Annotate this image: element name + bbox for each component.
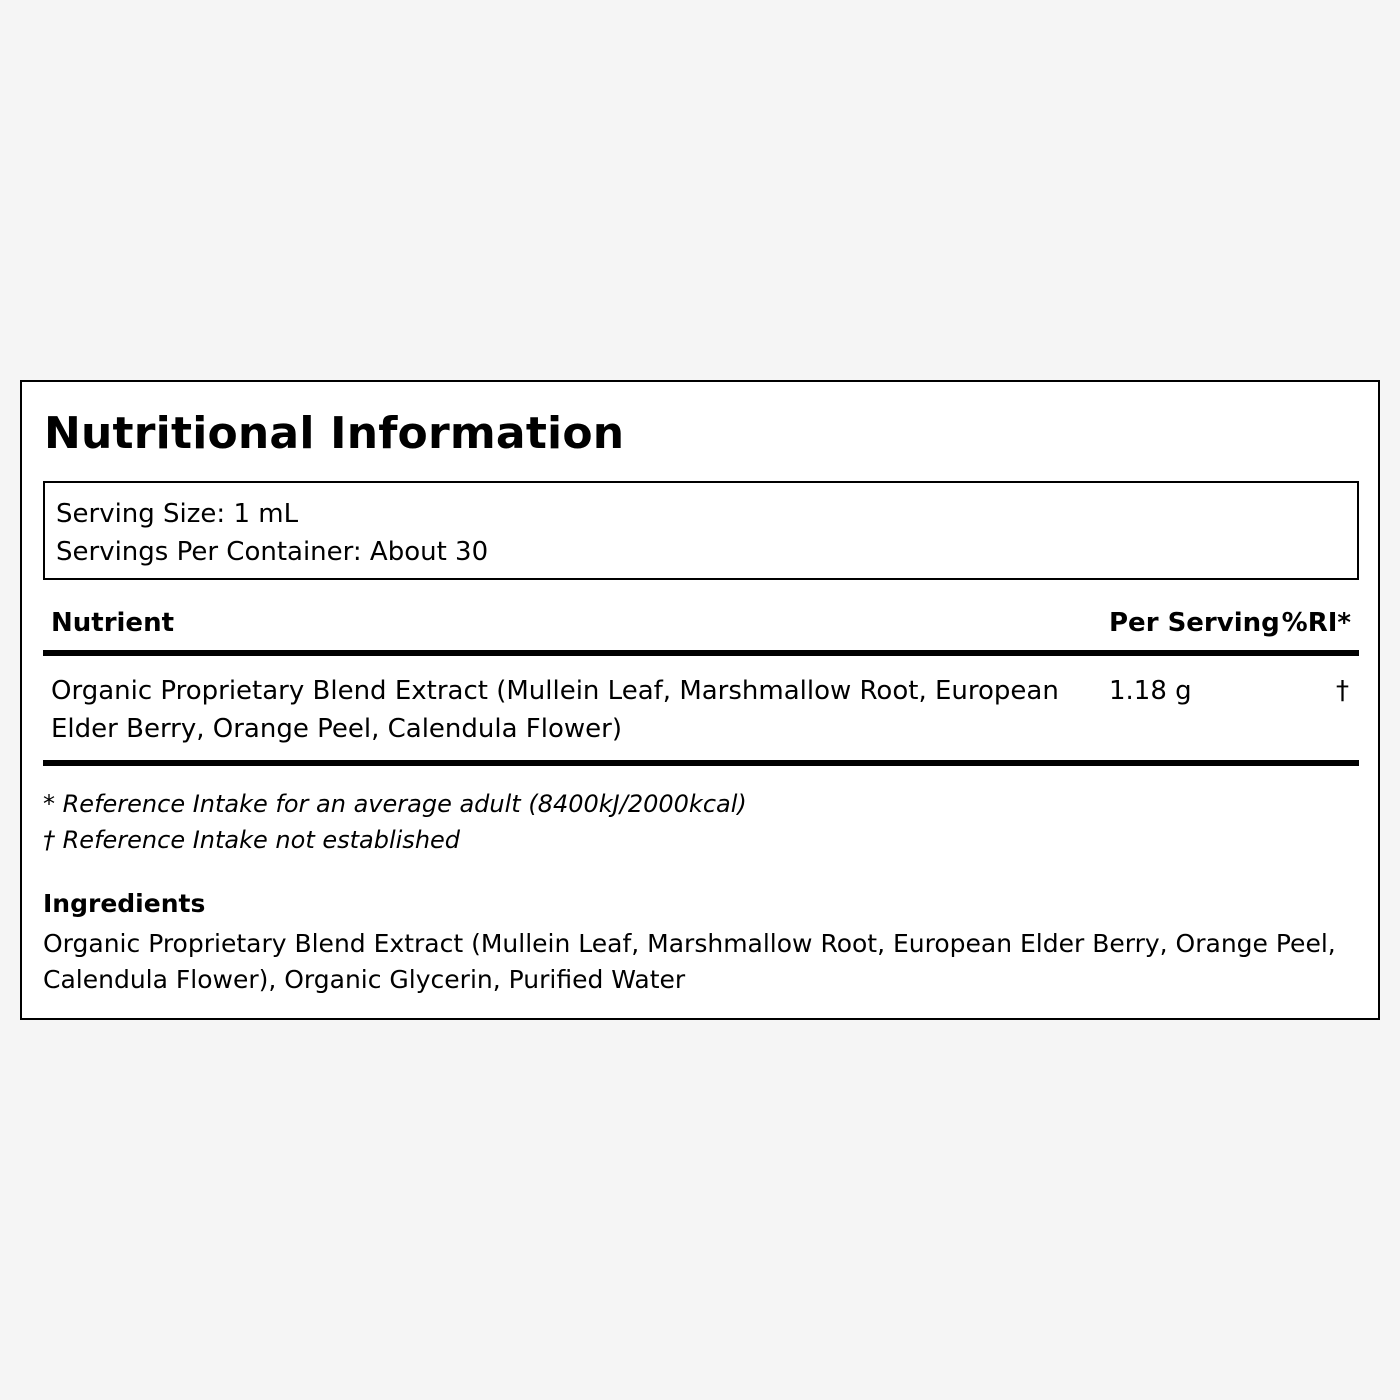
nutrient-table-header: [43, 602, 1359, 656]
ingredients-section: [43, 882, 1343, 998]
nutrition-label-panel: [20, 380, 1380, 1020]
serving-size: Serving Size: 1 mL: [56, 499, 299, 529]
header-nutrient: Nutrient: [51, 608, 175, 638]
footnotes: [43, 786, 747, 858]
nutrient-table: [43, 602, 1359, 766]
footnote-reference-intake: * Reference Intake for an average adult (8400kJ/2000kcal): [43, 790, 747, 818]
table-row: [43, 656, 1359, 766]
ingredients-heading: Ingredients: [43, 889, 206, 918]
nutrient-ri: †: [1336, 676, 1349, 706]
footnote-not-established: † Reference Intake not established: [43, 826, 461, 854]
serving-info-box: [43, 481, 1359, 580]
label-title: Nutritional Information: [44, 408, 625, 459]
header-per-serving: Per Serving: [1109, 608, 1280, 638]
nutrient-name: Organic Proprietary Blend Extract (Mullein Leaf, Marshmallow Root, European Elder Berry, Orange Peel, Calendula Flower): [51, 676, 1059, 744]
nutrient-amount: 1.18 g: [1109, 676, 1192, 706]
header-ri: %RI*: [1281, 608, 1351, 638]
servings-per-container: Servings Per Container: About 30: [56, 537, 489, 567]
ingredients-text: Organic Proprietary Blend Extract (Mullein Leaf, Marshmallow Root, European Elder Berry, Orange Peel, Calendula Flower), Organic Glycerin, Purified Water: [43, 929, 1336, 994]
